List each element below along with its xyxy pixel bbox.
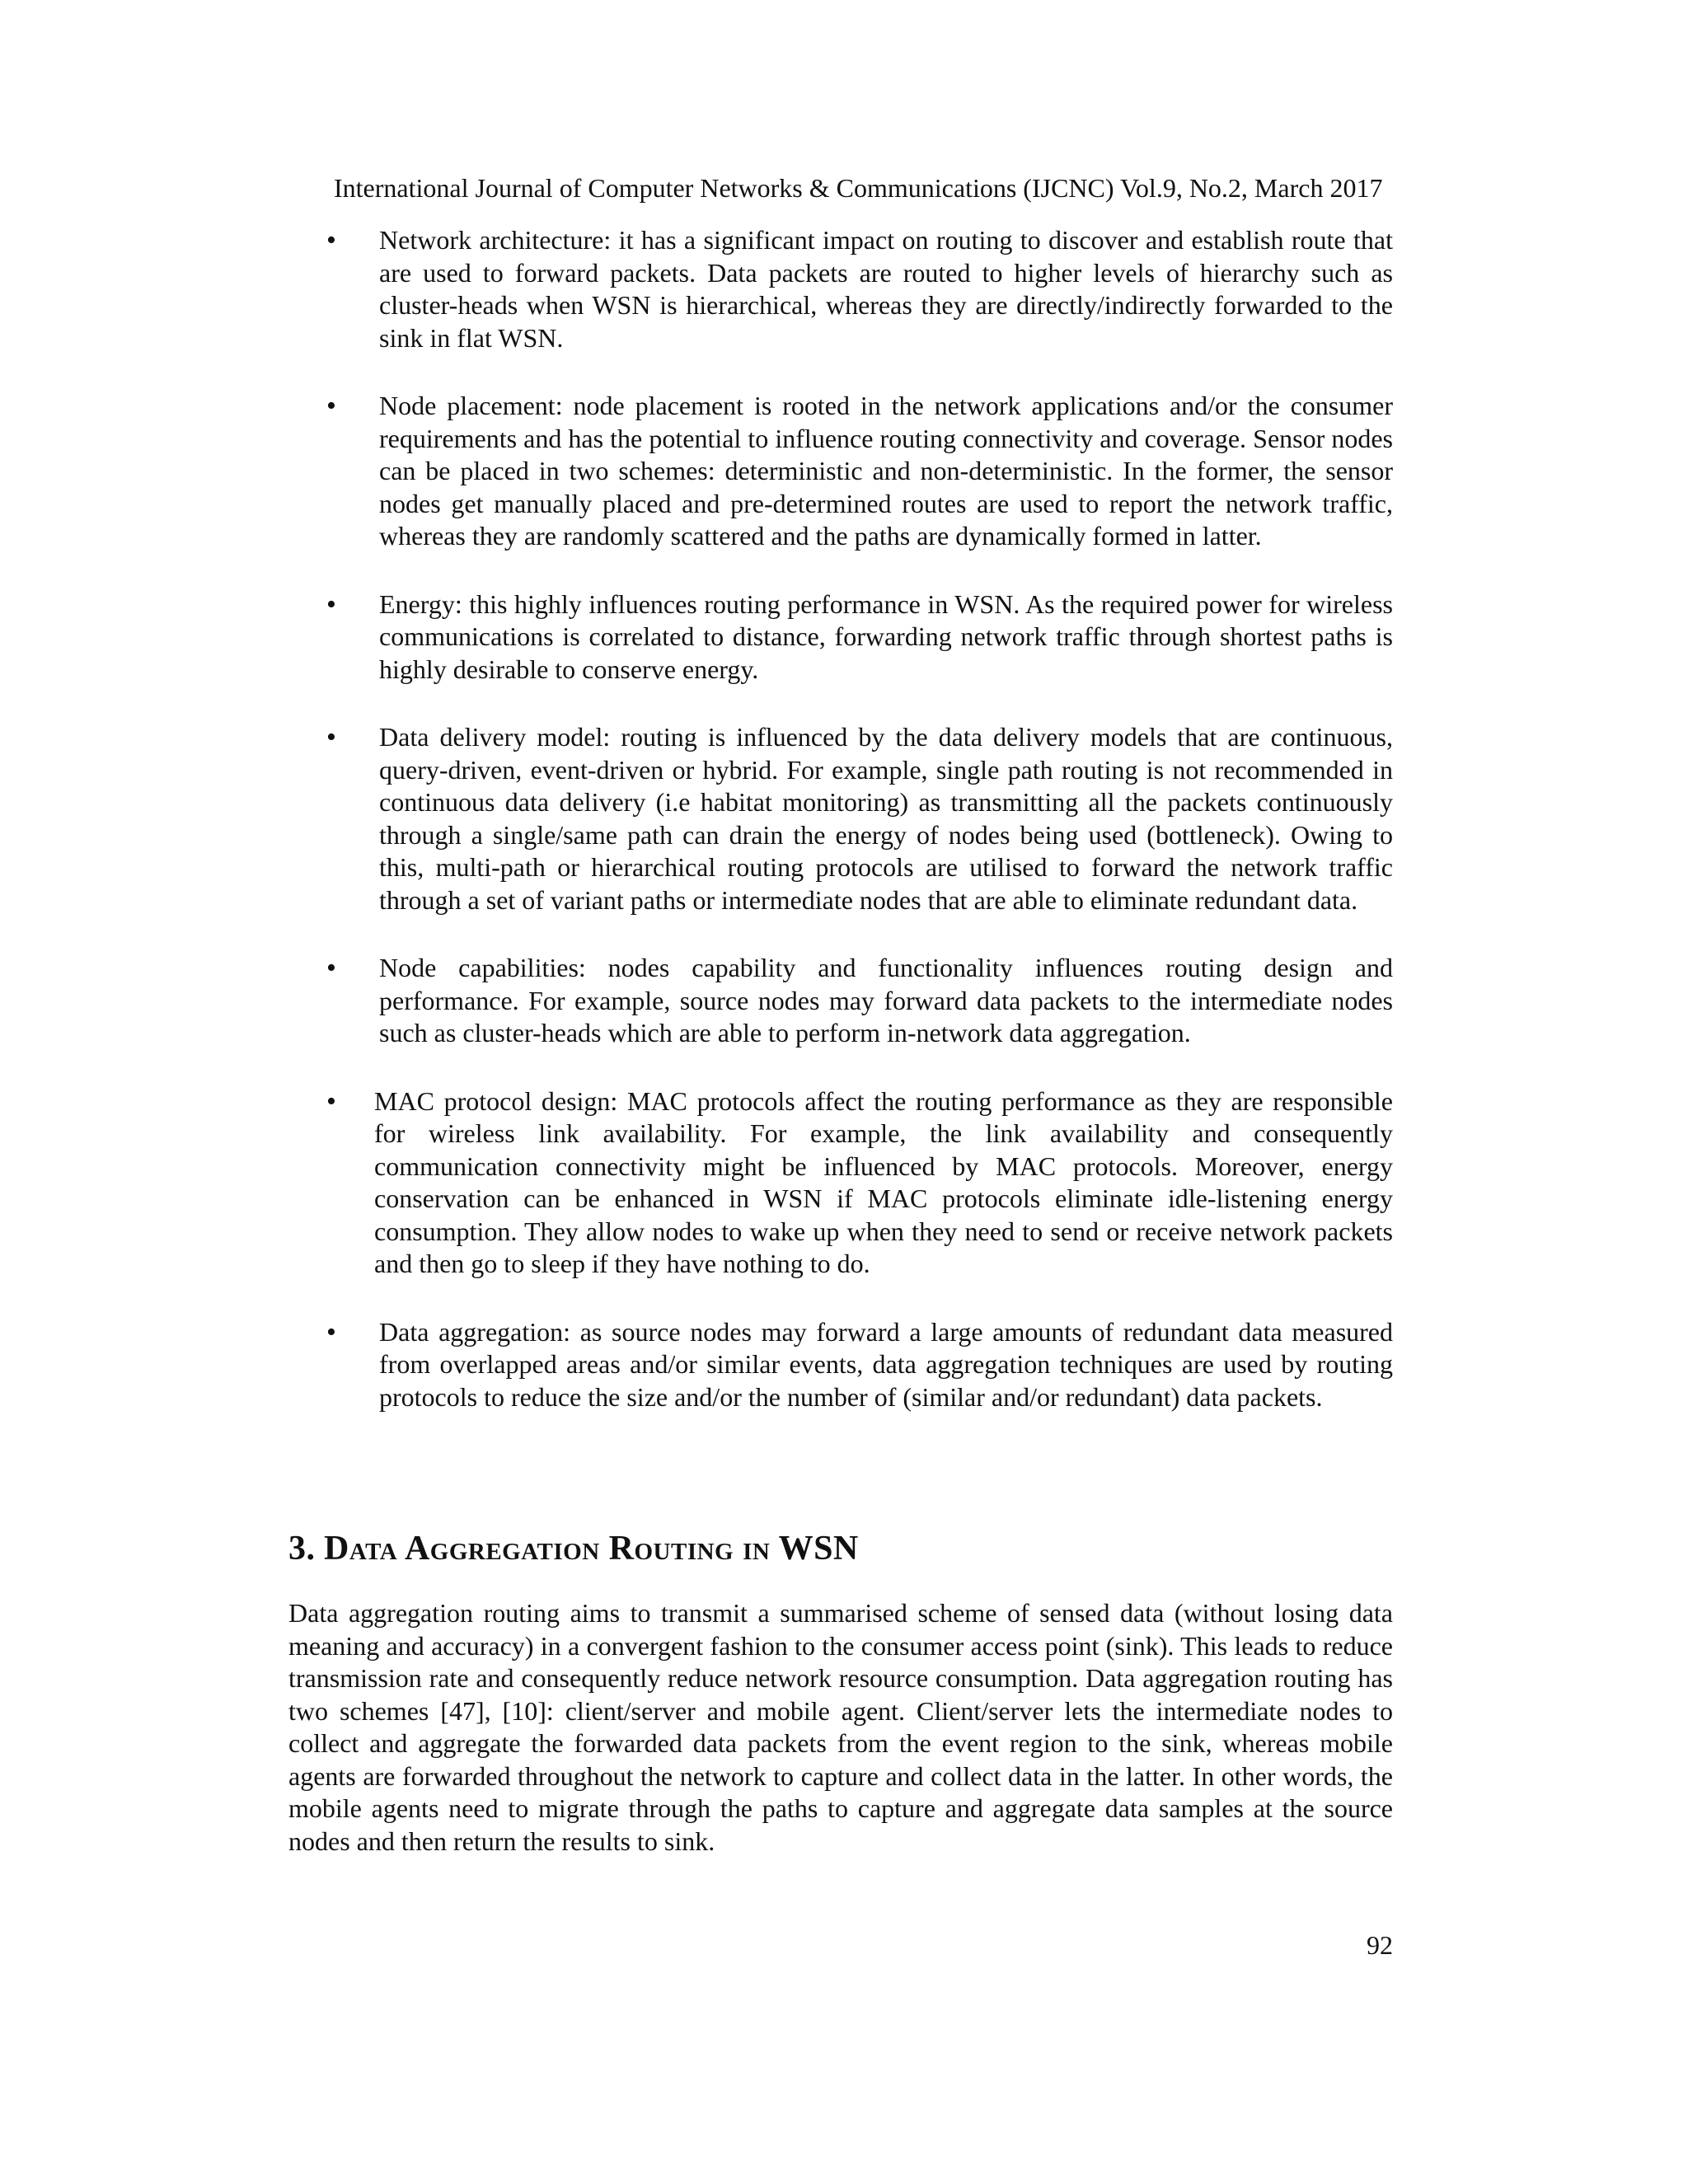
- bullet-text: Network architecture: it has a significant impact on routing to discover and establish route that are used to forward packets. Data packets are routed to higher levels of hierarchy such as cluster-heads when WSN is hierarchical, whereas they are directly/indirectly forwarded to the sink in flat WSN.: [379, 225, 1393, 353]
- bullet-icon: •: [326, 225, 336, 255]
- bullet-icon: •: [326, 953, 336, 983]
- bullet-icon: •: [326, 391, 336, 421]
- bullet-icon: •: [326, 722, 336, 752]
- page-number: 92: [1367, 1930, 1393, 1960]
- section-number: 3.: [288, 1530, 316, 1568]
- section-title: Data Aggregation Routing in WSN: [324, 1530, 859, 1568]
- bullet-node-capabilities: [288, 952, 1393, 1050]
- bullet-text: MAC protocol design: MAC protocols affect the routing performance as they are responsible for wireless link availability. For example, the link availability and consequently communication connectivity might be influenced by MAC protocols. Moreover, energy conservation can be enhanced in WSN if MAC protocols eliminate idle-listening energy consumption. They allow nodes to wake up when they need to send or receive network packets and then go to sleep if they have nothing to do.: [374, 1085, 1393, 1278]
- bullet-data-aggregation: [288, 1316, 1393, 1414]
- bullet-text: Energy: this highly influences routing performance in WSN. As the required power for wireless communications is correlated to distance, forwarding network traffic through shortest paths is highly desirable to conserve energy.: [379, 588, 1393, 684]
- section-heading: [288, 1529, 1393, 1568]
- bullet-data-delivery-model: [288, 721, 1393, 916]
- running-header: International Journal of Computer Networks & Communications (IJCNC) Vol.9, No.2, March 2017: [334, 173, 1383, 203]
- bullet-text: Node placement: node placement is rooted in the network applications and/or the consumer requirements and has the potential to influence routing connectivity and coverage. Sensor nodes can be placed in two schemes: deterministic and non-deterministic. In the former, the sensor nodes get manually placed and pre-determined routes are used to report the network traffic, whereas they are randomly scattered and the paths are dynamically formed in latter.: [379, 391, 1393, 551]
- bullet-icon: •: [326, 1316, 336, 1347]
- bullet-text: Data delivery model: routing is influenced by the data delivery models that are continuous, query-driven, event-driven or hybrid. For example, single path routing is not recommended in continuous data delivery (i.e habitat monitoring) as transmitting all the packets continuously through a single/same path can drain the energy of nodes being used (bottleneck). Owing to this, multi-path or hierarchical routing protocols are utilised to forward the network traffic through a set of variant paths or intermediate nodes that are able to eliminate redundant data.: [379, 722, 1393, 915]
- bullet-mac-protocol-design: [288, 1085, 1393, 1281]
- bullet-node-placement: [288, 390, 1393, 553]
- bullet-text: Data aggregation: as source nodes may forward a large amounts of redundant data measured from overlapped areas and/or similar events, data aggregation techniques are used by routing protocols to reduce the size and/or the number of (similar and/or redundant) data packets.: [379, 1316, 1393, 1412]
- bullet-icon: •: [326, 588, 336, 620]
- section-paragraph: Data aggregation routing aims to transmit a summarised scheme of sensed data (without losing data meaning and accuracy) in a convergent fashion to the consumer access point (sink). This leads to reduce transmission rate and consequently reduce network resource consumption. Data aggregation routing has two schemes [47], [10]: client/server and mobile agent. Client/server lets the intermediate nodes to collect and aggregate the forwarded data packets from the event region to the sink, whereas mobile agents are forwarded throughout the network to capture and collect data in the latter. In other words, the mobile agents need to migrate through the paths to capture and aggregate data samples at the source nodes and then return the results to sink.: [288, 1598, 1393, 1856]
- bullet-network-architecture: [288, 224, 1393, 354]
- bullet-energy: [288, 588, 1393, 687]
- bullet-icon: •: [326, 1085, 336, 1117]
- bullet-list: [288, 224, 1393, 1413]
- bullet-text: Node capabilities: nodes capability and functionality influences routing design and performance. For example, source nodes may forward data packets to the intermediate nodes such as cluster-heads which are able to perform in-network data aggregation.: [379, 953, 1393, 1047]
